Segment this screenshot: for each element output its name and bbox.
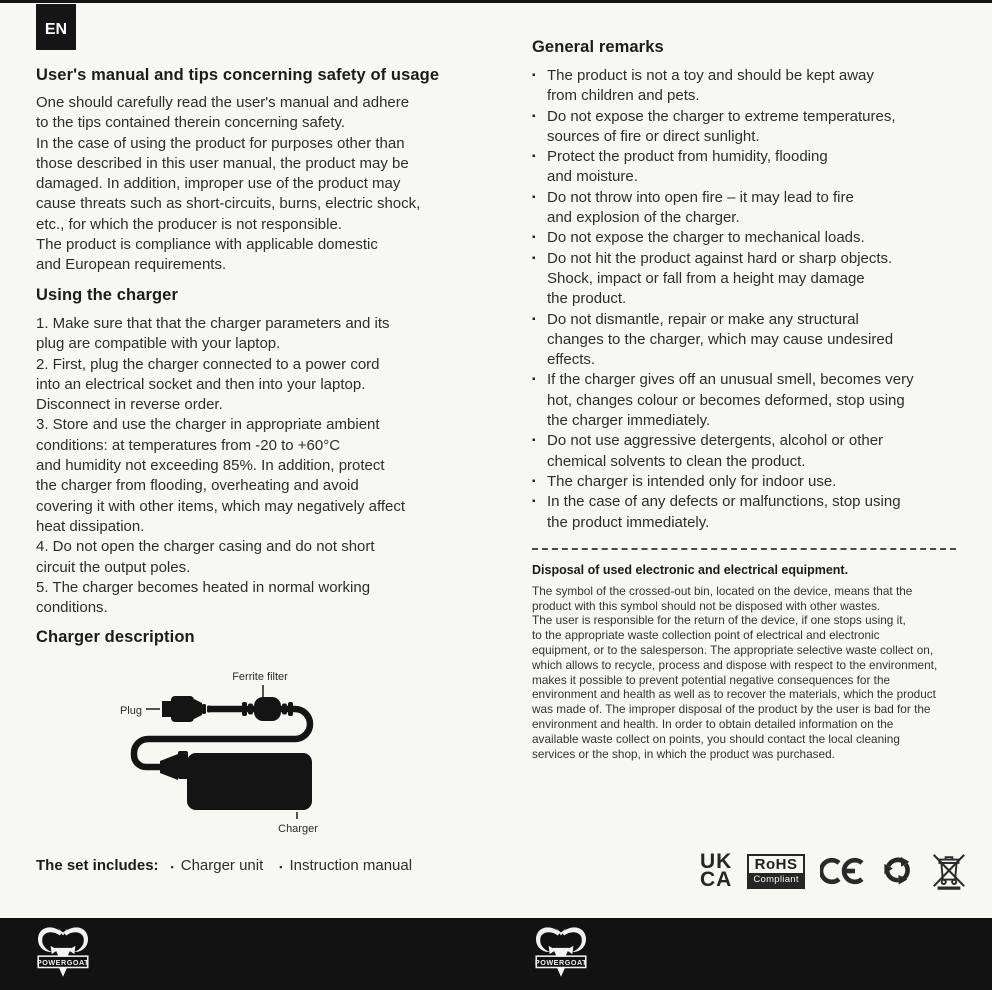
text-line: the charger immediately. xyxy=(547,412,711,430)
safety-paragraph xyxy=(36,93,420,276)
right-column xyxy=(532,38,968,761)
disposal-title: Disposal of used electronic and electrical equipment. xyxy=(532,562,849,577)
brand-name: POWERGOAT xyxy=(36,957,90,967)
text-line: chemical solvents to clean the product. xyxy=(547,452,806,470)
text-line: makes it possible to prevent potential negative consequences for the xyxy=(532,672,891,687)
top-edge-rule xyxy=(0,0,992,3)
text-line: etc., for which the producer is not responsible. xyxy=(36,215,342,233)
ferrite-filter-label: Ferrite filter xyxy=(232,671,288,683)
text-line: Do not throw into open fire – it may lead to fire xyxy=(547,188,854,206)
text-line: conditions: at temperatures from -20 to +60°C xyxy=(36,436,341,454)
ferrite-filter-icon xyxy=(254,697,281,721)
set-includes-item xyxy=(279,857,412,874)
text-line: to the appropriate waste collection point of electrical and electronic xyxy=(532,628,880,643)
text-line: which allows to recycle, process and dispose with respect to the environment, xyxy=(532,657,938,672)
bullet-icon: ▪ xyxy=(532,313,536,325)
text-line: equipment, or to the salesperson. The appropriate selective waste collect on, xyxy=(532,643,934,658)
text-line: 1. Make sure that that the charger parameters and its xyxy=(36,315,390,332)
usage-paragraph xyxy=(36,314,405,618)
charger-brick-icon xyxy=(160,751,312,810)
text-line: Instruction manual xyxy=(289,857,413,874)
text-line: Protect the product from humidity, flooding xyxy=(547,148,828,166)
bullet-icon: ▪ xyxy=(532,496,536,508)
bullet-icon: ▪ xyxy=(532,191,536,203)
bullet-icon: ▪ xyxy=(532,110,536,122)
bullet-icon: ▪ xyxy=(170,862,174,872)
language-badge xyxy=(36,4,76,50)
section-title-description: Charger description xyxy=(36,628,195,646)
text-line: into an electrical socket and then into your laptop. xyxy=(36,375,366,393)
rohs-badge xyxy=(747,854,804,889)
text-line: Do not hit the product against hard or sharp objects. xyxy=(547,249,893,267)
ukca-mark xyxy=(700,850,733,891)
text-line: cause threats such as short-circuits, burns, electric shock, xyxy=(36,195,421,213)
text-line: and European requirements. xyxy=(36,256,227,274)
brand-name: POWERGOAT xyxy=(534,957,588,967)
remark-item xyxy=(532,188,968,229)
remark-item xyxy=(532,228,968,248)
bullet-icon: ▪ xyxy=(532,70,536,81)
bullet-icon: ▪ xyxy=(532,435,536,447)
text-line: 4. Do not open the charger casing and do not short xyxy=(36,538,375,556)
bullet-icon: ▪ xyxy=(279,862,283,872)
text-line: Do not dismantle, repair or make any structural xyxy=(547,310,859,328)
text-line: environment and health. In order to obtain detailed information on the xyxy=(532,717,894,731)
text-line: those described in this user manual, the product may be xyxy=(36,154,409,172)
text-line: 3. Store and use the charger in appropriate ambient xyxy=(36,416,380,434)
text-line: In the case of any defects or malfunctions, stop using xyxy=(547,493,901,511)
remark-item xyxy=(532,249,968,310)
text-line: Disconnect in reverse order. xyxy=(36,396,223,414)
set-includes-items xyxy=(171,857,413,874)
text-line: available waste collect on points, you should contact the local cleaning xyxy=(532,731,900,746)
text-line: If the charger gives off an unusual smell, becomes very xyxy=(547,371,914,389)
remark-item xyxy=(532,431,968,472)
text-line: to the tips contained therein concerning safety. xyxy=(36,114,346,132)
remark-item xyxy=(532,310,968,371)
charger-label: Charger xyxy=(278,823,318,835)
remark-item xyxy=(532,147,968,188)
general-remarks-list xyxy=(532,66,968,533)
bullet-icon: ▪ xyxy=(532,232,536,244)
text-line: damaged. In addition, improper use of the product may xyxy=(36,175,401,193)
text-line: 2. First, plug the charger connected to a power cord xyxy=(36,355,380,373)
bullet-icon: ▪ xyxy=(532,252,536,264)
text-line: sources of fire or direct sunlight. xyxy=(547,127,760,145)
text-line: heat dissipation. xyxy=(36,517,145,535)
bullet-icon: ▪ xyxy=(532,151,536,163)
text-line: the charger from flooding, overheating and avoid xyxy=(36,477,359,495)
text-line: The product is compliance with applicable domestic xyxy=(36,236,378,254)
plug-label: Plug xyxy=(119,705,142,717)
text-line: Do not expose the charger to mechanical loads. xyxy=(547,229,865,247)
section-title-general-remarks: General remarks xyxy=(532,38,664,56)
remark-item xyxy=(532,492,968,533)
remark-item xyxy=(532,66,968,107)
text-line: One should carefully read the user's manual and adhere xyxy=(36,94,410,111)
section-title-usage: Using the charger xyxy=(36,286,178,304)
certification-marks-row xyxy=(700,845,967,897)
remark-item xyxy=(532,107,968,148)
text-line: conditions. xyxy=(36,599,108,617)
text-line: The symbol of the crossed-out bin, located on the device, means that the xyxy=(532,583,913,598)
text-line: circuit the output poles. xyxy=(36,558,191,576)
set-includes-label: The set includes: xyxy=(36,857,159,874)
ukca-line2: CA xyxy=(700,868,733,891)
text-line: from children and pets. xyxy=(547,87,700,105)
language-badge-label: EN xyxy=(44,20,68,38)
text-line: the product immediately. xyxy=(547,513,710,531)
text-line: In the case of using the product for purposes other than xyxy=(36,134,405,152)
charger-diagram xyxy=(36,658,460,844)
rohs-title: RoHS xyxy=(754,855,798,873)
text-line: services or the shop, in which the product was purchased. xyxy=(532,746,835,761)
text-line: Charger unit xyxy=(180,857,264,874)
text-line: product with this symbol should not be disposed with other wastes. xyxy=(532,598,881,613)
text-line: Shock, impact or fall from a height may damage xyxy=(547,269,865,287)
section-title-safety: User's manual and tips concerning safety of usage xyxy=(36,66,440,84)
weee-crossed-bin-icon xyxy=(929,849,967,893)
bullet-icon: ▪ xyxy=(532,475,536,487)
text-line: hot, changes colour or becomes deformed, stop using xyxy=(547,391,905,409)
powergoat-logo-icon xyxy=(30,922,96,980)
text-line: and explosion of the charger. xyxy=(547,209,740,227)
text-line: 5. The charger becomes heated in normal working xyxy=(36,578,371,596)
text-line: The user is responsible for the return of the device, if one stops using it, xyxy=(532,613,906,628)
text-line: The charger is intended only for indoor use. xyxy=(547,472,837,490)
text-line: Do not use aggressive detergents, alcohol or other xyxy=(547,432,884,450)
remark-item xyxy=(532,472,968,492)
text-line: the product. xyxy=(547,290,627,308)
text-line: covering it with other items, which may negatively affect xyxy=(36,497,406,515)
text-line: environment and health as well as to recover the materials, which the product xyxy=(532,687,936,702)
text-line: plug are compatible with your laptop. xyxy=(36,335,281,353)
set-includes-row xyxy=(36,857,412,874)
ce-mark-icon xyxy=(820,856,866,886)
plug-icon xyxy=(162,696,211,722)
text-line: effects. xyxy=(547,351,596,369)
text-line: was made of. The improper disposal of the product by the user is bad for the xyxy=(532,702,931,717)
text-line: changes to the charger, which may cause undesired xyxy=(547,330,894,348)
recycling-icon xyxy=(881,855,914,887)
text-line: and humidity not exceeding 85%. In addition, protect xyxy=(36,457,385,475)
footer-bar xyxy=(0,918,992,990)
powergoat-logo-icon xyxy=(528,922,594,980)
text-line: The product is not a toy and should be kept away xyxy=(547,67,874,84)
remark-item xyxy=(532,370,968,431)
rohs-subtitle: Compliant xyxy=(749,873,802,887)
text-line: and moisture. xyxy=(547,168,638,186)
text-line: Do not expose the charger to extreme temperatures, xyxy=(547,107,896,125)
dashed-divider xyxy=(532,548,956,550)
bullet-icon: ▪ xyxy=(532,374,536,386)
disposal-paragraph xyxy=(532,584,968,762)
ukca-line1: UK xyxy=(700,850,733,873)
set-includes-item xyxy=(171,857,264,874)
